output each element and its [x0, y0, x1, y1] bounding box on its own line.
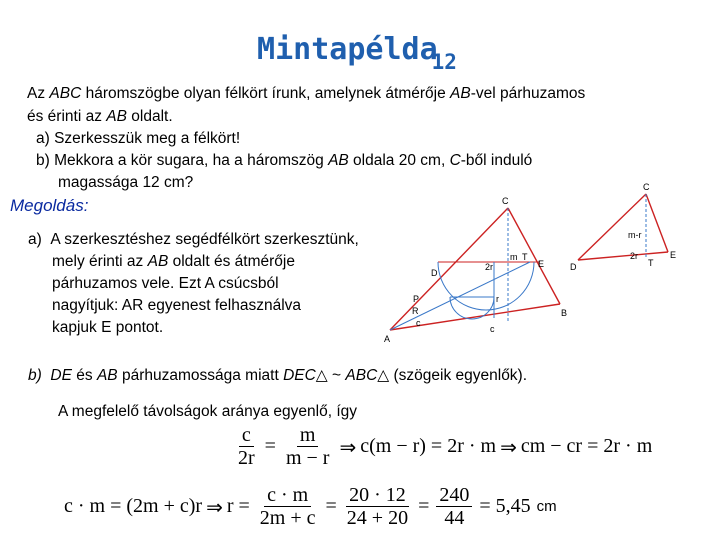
solution-a-line-5: kapjuk E pontot. — [52, 319, 164, 336]
fig1-label-2r: 2r — [485, 262, 494, 272]
solution-a-line-2: mely érinti az AB oldalt és átmérője — [52, 253, 295, 270]
implies-arrow: ⇒ — [339, 434, 357, 459]
fraction-numeric: $\frac{20 \cdot 12}{24 + 20}$ — [346, 484, 409, 529]
fig1-label-m: m — [510, 252, 518, 262]
equation-2: c · m = (2m + c)r ⇒ r = $\frac{c \cdot m}{2m + c}$ = $\frac{20 \cdot 12}{24 + 20}$ = $\frac{240}{44}$ = 5,45 cm — [64, 484, 557, 529]
fig1-label-t: T — [522, 252, 528, 262]
fig2-label-c: C — [643, 182, 650, 192]
solution-label: Megoldás: — [10, 196, 89, 215]
implies-arrow: ⇒ — [500, 434, 517, 459]
fig1-label-e: E — [538, 259, 545, 269]
solution-b-ratio: A megfelelő távolságok aránya egyenlő, így — [58, 403, 357, 420]
problem-task-a: a) Szerkesszük meg a félkört! — [36, 130, 241, 147]
solution-a-line-3: párhuzamos vele. Ezt A csúcsból — [52, 275, 279, 292]
small-triangle — [578, 194, 668, 260]
fig2-label-e: E — [670, 250, 677, 260]
problem-line-1: Az ABC háromszögbe olyan félkört írunk, amelynek átmérője AB-vel párhuzamos — [27, 85, 586, 102]
fraction-240-over-44: $\frac{240}{44}$ — [434, 484, 474, 529]
solution-a-line-1: a) A szerkesztéshez segédfélkört szerkesztünk, — [28, 231, 359, 248]
fraction-c-over-2r: $\frac{c}{2r}$ — [238, 424, 255, 469]
fig1-label-c-base: c — [490, 324, 495, 334]
fig1-label-c-side: c — [416, 318, 421, 328]
fig2-label-d: D — [570, 262, 577, 272]
problem-line-2: és érinti az AB oldalt. — [27, 108, 173, 125]
fig1-label-r: R — [412, 306, 419, 316]
equation-1: $\frac{c}{2r}$ = $\frac{m}{m - r}$ ⇒ c(m − r) = 2r · m ⇒ cm − cr = 2r · m — [230, 424, 654, 469]
problem-task-b: b) Mekkora a kör sugara, ha a háromszög AB oldala 20 cm, C-ből induló — [36, 152, 533, 169]
solution-b-line: b) DE és AB párhuzamossága miatt DEC△ ~ ABC△ (szögeik egyenlők). — [28, 367, 528, 384]
fig1-label-a: A — [384, 334, 391, 344]
implies-arrow: ⇒ — [206, 494, 223, 519]
fig1-label-r-small: r — [496, 294, 499, 304]
fig2-label-m-minus-r: m-r — [628, 230, 642, 240]
similar-triangle-figure — [560, 178, 690, 276]
fig1-label-c: C — [502, 196, 509, 206]
solution-a-line-4: nagyítjuk: AR egyenest felhasználva — [52, 297, 302, 314]
fig2-label-2r: 2r — [630, 251, 639, 261]
fig1-label-p: P — [413, 294, 420, 304]
fraction-cm-over-2m-plus-c: $\frac{c \cdot m}{2m + c}$ — [259, 484, 316, 529]
problem-task-b-cont: magassága 12 cm? — [58, 174, 194, 191]
construction-figure — [380, 192, 590, 344]
fig2-label-t: T — [648, 258, 654, 268]
fraction-m-over-m-minus-r: $\frac{m}{m - r}$ — [285, 424, 330, 469]
page-title: Mintapélda$_{12}$ — [257, 32, 457, 74]
fig1-label-b: B — [561, 308, 568, 318]
fig1-label-d: D — [431, 268, 438, 278]
